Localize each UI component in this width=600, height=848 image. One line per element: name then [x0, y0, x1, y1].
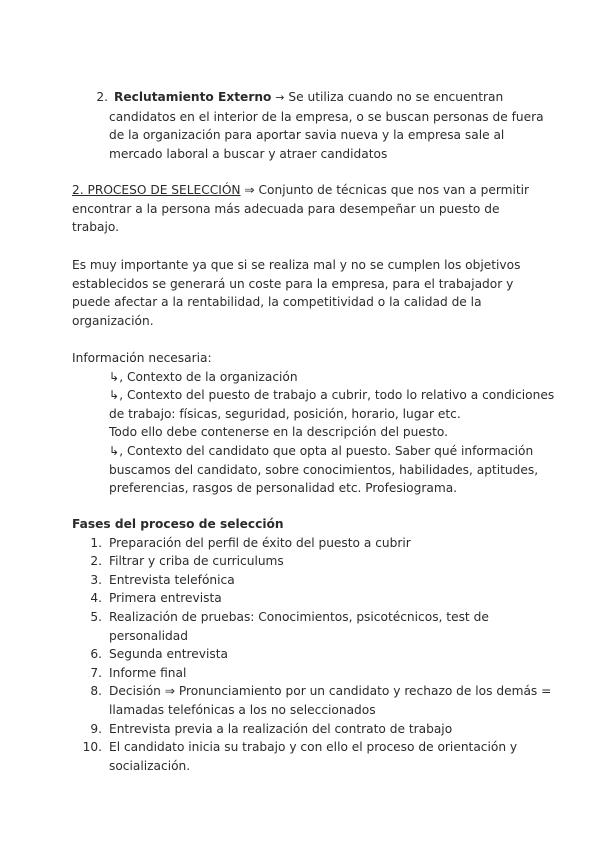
text-line: Todo ello debe contenerse en la descripción del puesto. [109, 425, 449, 440]
text-line: Preparación del perfil de éxito del puesto a cubrir [109, 535, 411, 550]
text-line: Decisión ⇒ Pronunciamiento por un candidato y rechazo de los demás = [109, 684, 552, 699]
selection-phases [72, 515, 552, 775]
list-item [72, 720, 542, 739]
text-line: Entrevista previa a la realización del contrato de trabajo [109, 721, 453, 736]
arrow-bullet-icon: ↳ [109, 369, 120, 384]
text-line: Contexto de la organización [126, 369, 298, 384]
selection-process-section [72, 181, 542, 237]
list-item-text [109, 534, 542, 553]
list-number: 2. [96, 90, 108, 104]
list-item [72, 589, 542, 608]
text-line: Primera entrevista [109, 591, 222, 606]
text-line: de la organización para aportar savia nueva y la empresa sale al [109, 128, 505, 143]
arrow-icon: → [275, 91, 285, 104]
text-line: Es muy importante ya que si se realiza mal y no se cumplen los objetivos [72, 258, 521, 272]
list-item-text [109, 720, 542, 739]
list-item-text [109, 552, 542, 571]
section-title: 2. PROCESO DE SELECCIÓN [72, 183, 241, 197]
list-number: 5. [90, 609, 102, 624]
text-line: organización. [72, 313, 154, 328]
text-line: mercado laboral a buscar y atraer candidatos [109, 146, 388, 161]
text-line: preferencias, rasgos de personalidad etc. Profesiograma. [109, 481, 458, 496]
list-item [72, 534, 542, 553]
list-item [72, 682, 552, 719]
text-line: encontrar a la persona más adecuada para desempeñar un puesto de [72, 201, 500, 216]
text-line: Conjunto de técnicas que nos van a permitir [258, 183, 530, 197]
text-line: candidatos en el interior de la empresa, o se buscan personas de fuera [109, 109, 544, 124]
list-item-text [109, 738, 542, 775]
phases-list [72, 534, 552, 776]
list-item-text [109, 608, 542, 645]
list-number: 4. [90, 591, 102, 606]
text-line: Informe final [109, 665, 187, 680]
text-line: Segunda entrevista [109, 647, 228, 662]
list-item-text [109, 645, 542, 664]
list-item-text [109, 571, 542, 590]
text-line: Contexto del puesto de trabajo a cubrir, todo lo relativo a condiciones [126, 388, 555, 403]
list-item [72, 552, 542, 571]
text-line: Contexto del candidato que opta al puesto. Saber qué información [126, 443, 534, 458]
text-line: establecidos se generará un coste para la empresa, para el trabajador y [72, 276, 514, 291]
double-arrow-icon: ⇒ [244, 183, 255, 197]
text-line: socialización. [109, 758, 191, 773]
phases-heading: Fases del proceso de selección [72, 517, 284, 531]
list-item [72, 571, 542, 590]
text-line: El candidato inicia su trabajo y con ello el proceso de orientación y [109, 740, 518, 755]
list-number: 1. [90, 535, 102, 550]
arrow-bullet-icon: ↳ [109, 443, 120, 458]
list-number: 10. [82, 740, 102, 755]
list-number: 8. [90, 684, 102, 699]
list-item-text [109, 682, 551, 719]
text-line: buscamos del candidato, sobre conocimientos, habilidades, aptitudes, [109, 462, 539, 477]
text-line: de trabajo: físicas, seguridad, posición, horario, lugar etc. [109, 406, 461, 421]
list-number: 2. [90, 554, 102, 569]
importance-paragraph [72, 256, 542, 330]
text-line: puede afectar a la rentabilidad, la competitividad o la calidad de la [72, 295, 482, 310]
text-line: Realización de pruebas: Conocimientos, psicotécnicos, test de [109, 609, 489, 624]
list-item [72, 608, 542, 645]
list-item-text [109, 589, 542, 608]
list-item-text [109, 664, 542, 683]
external-recruitment-title: Reclutamiento Externo [114, 90, 272, 104]
list-item [72, 645, 542, 664]
text-line: personalidad [109, 628, 188, 643]
list-number: 3. [90, 572, 102, 587]
list-item [72, 664, 542, 683]
text-line: Entrevista telefónica [109, 572, 235, 587]
external-recruitment-item [90, 88, 550, 163]
list-number: 7. [90, 665, 102, 680]
text-line: Se utiliza cuando no se encuentran [288, 90, 504, 104]
arrow-bullet-icon: ↳ [109, 388, 120, 403]
list-item [72, 738, 542, 775]
required-information: Información necesaria: ↳, Contexto de la organización ↳, Contexto del puesto de trabajo a cubrir, todo lo relativo a condiciones de trabajo: físicas, seguridad, posición, horario, lugar etc. Todo ello debe contenerse en la descripción del puesto. ↳, Contexto del candidato que opta al puesto. Saber qué información buscamos del candidato, sobre conocimientos, habilidades, aptitudes, preferencias, rasgos de personalidad etc. Profesiograma. [72, 349, 542, 498]
text-line: llamadas telefónicas a los no seleccionados [109, 702, 376, 717]
text-line: trabajo. [72, 220, 119, 235]
text-line: Filtrar y criba de curriculums [109, 554, 284, 569]
list-number: 6. [90, 647, 102, 662]
info-heading: Información necesaria: [72, 351, 212, 365]
list-number: 9. [90, 721, 102, 736]
